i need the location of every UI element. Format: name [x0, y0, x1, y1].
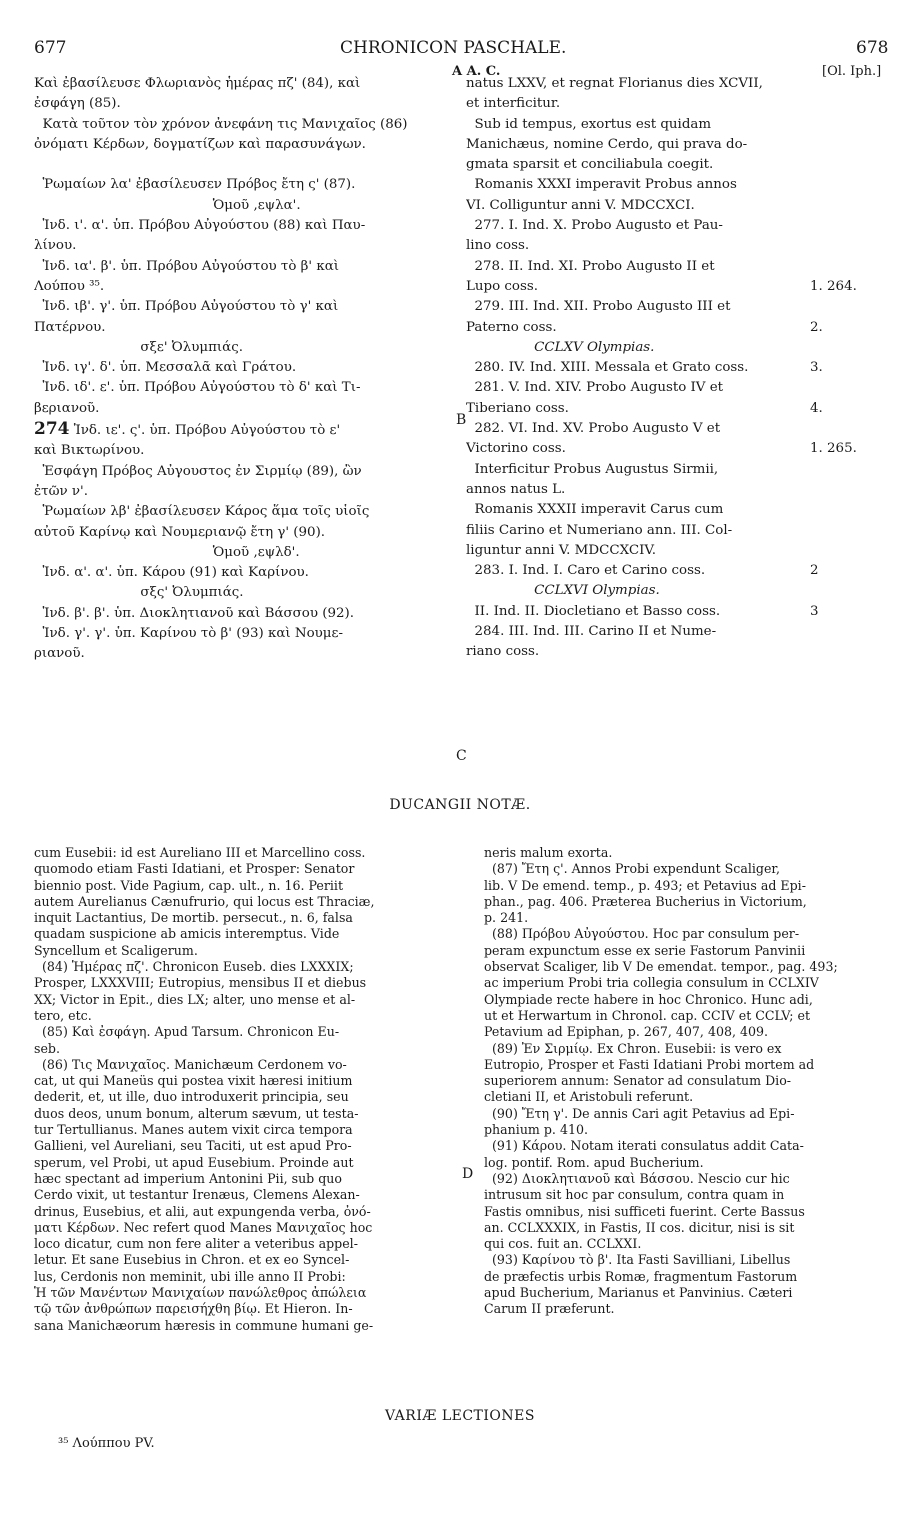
olympiad-number — [810, 196, 890, 216]
latin-line: Interficitur Probus Augustus Sirmii, — [466, 461, 719, 477]
olympiad-number — [810, 175, 890, 195]
olympiad-number — [810, 460, 890, 480]
olympiad-number: 3 — [810, 603, 819, 619]
olympiad-number — [810, 521, 890, 541]
note-line: phan., pag. 406. Præterea Bucherius in Victorium, — [484, 893, 807, 909]
note-line: sana Manichæorum hæresis in commune humani ge- — [34, 1317, 374, 1333]
latin-line: et interficitur. — [466, 96, 561, 112]
latin-line: Lupo coss. — [466, 278, 538, 294]
note-line: (84) Ἡμέρας πζ'. Chronicon Euseb. dies LXXXIX; — [34, 959, 354, 975]
note-line: tur Tertullianus. Manes autem vixit circa tempora — [34, 1122, 353, 1138]
latin-line: VI. Colliguntur anni V. MDCCXCI. — [466, 197, 695, 213]
olympiad-number — [810, 338, 890, 358]
note-line: (93) Καρίνου τὸ β'. Ita Fasti Savilliani, Libellus — [484, 1252, 791, 1268]
note-line: apud Bucherium, Marianus et Panvinius. Cæteri — [484, 1285, 793, 1301]
greek-line: βεριανοῦ. — [34, 400, 100, 416]
olympiad-number: 1. 264. — [810, 278, 857, 294]
note-line: seb. — [34, 1040, 60, 1056]
greek-line — [34, 155, 456, 175]
latin-text-column — [466, 74, 804, 663]
note-line: lib. V De emend. temp., p. 493; et Petavius ad Epi- — [484, 877, 806, 893]
greek-line: Λούπου ³⁵. — [34, 278, 105, 294]
greek-line: Καὶ ἐβασίλευσε Φλωριανὸς ἡμέρας πζ' (84), καὶ — [34, 76, 361, 91]
greek-line: αὐτοῦ Καρίνῳ καὶ Νουμεριανῷ ἔτη γ' (90). — [34, 524, 326, 540]
note-line: loco dicatur, cum non fere aliter a veteribus appel- — [34, 1236, 358, 1252]
note-line: cum Eusebii: id est Aureliano III et Marcellino coss. — [34, 845, 366, 860]
olympiad-number: 4. — [810, 400, 823, 416]
olympiad-number — [810, 74, 890, 94]
note-line: (88) Πρόβου Αὐγούστου. Hoc par consulum per- — [484, 926, 800, 942]
note-line: p. 241. — [484, 910, 529, 926]
note-line: tero, etc. — [34, 1007, 92, 1023]
latin-line: annos natus L. — [466, 481, 566, 497]
olympiad-number: 1. 265. — [810, 441, 857, 457]
note-line: qui cos. fuit an. CCLXXI. — [484, 1236, 642, 1252]
footnote: ³⁵ Λούππου PV. — [58, 1436, 155, 1451]
olympiad-number — [810, 94, 890, 114]
olympiad-number — [810, 257, 890, 277]
latin-line: 281. V. Ind. XIV. Probo Augusto IV et — [466, 380, 724, 396]
greek-line: Ἰνδ. β'. β'. ὑπ. Διοκλητιανοῦ καὶ Βάσσου (92). — [34, 605, 354, 621]
greek-line: Πατέρνου. — [34, 319, 106, 335]
greek-line: λίνου. — [34, 238, 77, 254]
greek-line: Ἰνδ. ι'. α'. ὑπ. Πρόβου Αὐγούστου (88) καὶ Παυ- — [34, 218, 366, 234]
note-line: cletiani II, et Aristobuli referunt. — [484, 1089, 694, 1105]
latin-line: Sub id tempus, exortus est quidam — [466, 116, 712, 132]
olympiad-number — [810, 480, 890, 500]
note-line: (92) Διοκλητιανοῦ καὶ Βάσσου. Nescio cur hic — [484, 1170, 790, 1186]
note-line: superiorem annum: Senator ad consulatum Dio- — [484, 1073, 792, 1089]
latin-line: Romanis XXXI imperavit Probus annos — [466, 177, 737, 193]
page-number-right: 678 — [856, 38, 889, 58]
greek-line: σξε' Ὀλυμπιάς. — [34, 339, 243, 355]
latin-line: 282. VI. Ind. XV. Probo Augusto V et — [466, 421, 721, 437]
note-line: cat, ut qui Maneüs qui postea vixit hæresi initium — [34, 1073, 353, 1089]
latin-line: II. Ind. II. Diocletiano et Basso coss. — [466, 603, 721, 619]
note-line: neris malum exorta. — [484, 845, 613, 860]
latin-line: Romanis XXXII imperavit Carus cum — [466, 502, 724, 518]
olympiad-number: 2 — [810, 563, 819, 579]
latin-line: Paterno coss. — [466, 319, 557, 335]
year-number: 274 — [34, 419, 70, 440]
note-line: biennio post. Vide Pagium, cap. ult., n. 16. Periit — [34, 877, 344, 893]
olympiad-number — [810, 622, 890, 642]
greek-line: καὶ Βικτωρίνου. — [34, 443, 145, 459]
note-line: (86) Τις Μανιχαῖος. Manichæum Cerdonem vo- — [34, 1056, 347, 1072]
latin-line: Victorino coss. — [466, 441, 566, 457]
greek-line: Ἐσφάγη Πρόβος Αὐγουστος ἐν Σιρμίῳ (89), ὢν — [34, 463, 362, 479]
note-line: intrusum sit hoc par consulum, contra quam in — [484, 1187, 785, 1203]
olympiad-number — [810, 541, 890, 561]
note-line: observat Scaliger, lib V De emendat. tempor., pag. 493; — [484, 959, 838, 975]
note-line: Olympiade recte habere in hoc Chronico. Hunc adi, — [484, 991, 813, 1007]
note-line: ματι Κέρδων. Nec refert quod Manes Μανιχαῖος hoc — [34, 1219, 373, 1235]
olympiad-number: 3. — [810, 360, 823, 376]
latin-line: 280. IV. Ind. XIII. Messala et Grato coss. — [466, 360, 749, 376]
greek-line: 274 Ἰνδ. ιε'. ς'. ὑπ. Πρόβου Αὐγούστου τὸ ε' — [34, 419, 341, 440]
notes-right-column — [484, 845, 882, 1318]
note-line: (85) Καὶ ἐσφάγη. Apud Tarsum. Chronicon Eu- — [34, 1024, 340, 1040]
greek-line: Κατὰ τοῦτον τὸν χρόνον ἀνεφάνη τις Μανιχαῖος (86) — [34, 116, 408, 132]
note-line: Ἡ τῶν Μανέντων Μανιχαίων πανώλεθρος ἀπώλεια — [34, 1285, 367, 1301]
olympiad-numbers-column — [810, 74, 890, 663]
note-line: drinus, Eusebius, et alii, aut expungenda verba, ὀνό- — [34, 1203, 371, 1219]
note-line: hæc spectant ad imperium Antonini Pii, sub quo — [34, 1170, 342, 1186]
note-line: sperum, vel Probi, ut apud Eusebium. Proinde aut — [34, 1154, 354, 1170]
greek-line: ριανοῦ. — [34, 646, 85, 662]
olympiad-number — [810, 115, 890, 135]
era-left: A A. C. — [452, 64, 501, 79]
latin-line: 283. I. Ind. I. Caro et Carino coss. — [466, 563, 706, 579]
note-line: log. pontif. Rom. apud Bucherium. — [484, 1154, 704, 1170]
note-line: quomodo etiam Fasti Idatiani, et Prosper: Senator — [34, 861, 355, 877]
greek-line: Ῥωμαίων λα' ἐβασίλευσεν Πρόβος ἔτη ς' (87). — [34, 177, 356, 193]
note-line: Cerdo vixit, ut testantur Irenæus, Clemens Alexan- — [34, 1187, 360, 1203]
variae-lectiones-heading: VARIÆ LECTIONES — [385, 1408, 535, 1424]
latin-line: liguntur anni V. MDCCXCIV. — [466, 542, 657, 558]
olympiad-number — [810, 500, 890, 520]
greek-line: Ἰνδ. α'. α'. ὑπ. Κάρου (91) καὶ Καρίνου. — [34, 565, 309, 581]
olympiad-number — [810, 155, 890, 175]
note-line: de præfectis urbis Romæ, fragmentum Fastorum — [484, 1268, 798, 1284]
greek-line: Ἰνδ. ια'. β'. ὑπ. Πρόβου Αὐγούστου τὸ β' καὶ — [34, 258, 339, 274]
page-number-left: 677 — [34, 38, 67, 58]
note-line: Prosper, LXXXVIII; Eutropius, mensibus II et diebus — [34, 975, 367, 991]
page-title: CHRONICON PASCHALE. — [340, 38, 567, 58]
note-line: (87) Ἔτη ς'. Annos Probi expendunt Scaliger, — [484, 861, 781, 877]
greek-line: Ὁμοῦ ,εψλδ'. — [34, 544, 300, 560]
era-right: [Ol. Iph.] — [822, 64, 882, 79]
note-line: inquit Lactantius, De mortib. persecut., n. 6, falsa — [34, 910, 353, 926]
olympiad-number — [810, 236, 890, 256]
note-line: Fastis omnibus, nisi sufficeti fuerint. Certe Bassus — [484, 1203, 805, 1219]
latin-line: filiis Carino et Numeriano ann. III. Col- — [466, 522, 733, 538]
margin-letter-b: B — [456, 412, 467, 428]
note-line: (90) Ἔτη γ'. De annis Cari agit Petavius ad Epi- — [484, 1105, 795, 1121]
olympiad-number — [810, 378, 890, 398]
latin-line: Tiberiano coss. — [466, 400, 569, 416]
latin-line: 284. III. Ind. III. Carino II et Nume- — [466, 624, 717, 640]
note-line: (89) Ἐν Σιρμίῳ. Ex Chron. Eusebii: is vero ex — [484, 1040, 782, 1056]
margin-letter-c: C — [456, 748, 467, 764]
olympiad-number — [810, 216, 890, 236]
latin-line: 278. II. Ind. XI. Probo Augusto II et — [466, 258, 715, 274]
latin-line: Manichæus, nomine Cerdo, qui prava do- — [466, 136, 748, 152]
olympiad-number — [810, 581, 890, 601]
greek-line: ὀνόματι Κέρδων, δογματίζων καὶ παρασυνάγων. — [34, 136, 366, 152]
latin-line: 279. III. Ind. XII. Probo Augusto III et — [466, 299, 731, 315]
margin-letter-d: D — [462, 1166, 474, 1182]
greek-line: Ἰνδ. γ'. γ'. ὑπ. Καρίνου τὸ β' (93) καὶ Νουμε- — [34, 626, 343, 642]
note-line: Gallieni, vel Aureliani, seu Taciti, ut est apud Pro- — [34, 1138, 352, 1154]
note-line: ac imperium Probi tria collegia consulum in CCLXIV — [484, 975, 819, 991]
latin-line: CCLXVI Olympias. — [466, 583, 660, 599]
note-line: (91) Κάρου. Notam iterati consulatus addit Cata- — [484, 1138, 804, 1154]
note-line: lus, Cerdonis non meminit, ubi ille anno II Probi: — [34, 1268, 346, 1284]
note-line: letur. Et sane Eusebius in Chron. et ex eo Syncel- — [34, 1252, 350, 1268]
greek-line: Ἰνδ. ιδ'. ε'. ὑπ. Πρόβου Αὐγούστου τὸ δ' καὶ Τι- — [34, 380, 361, 396]
note-line: XX; Victor in Epit., dies LX; alter, uno mense et al- — [34, 991, 356, 1007]
note-line: dederit, et, ut ille, duo introduxerit principia, seu — [34, 1089, 349, 1105]
greek-line: Ἰνδ. ιγ'. δ'. ὑπ. Μεσσαλᾶ καὶ Γράτου. — [34, 360, 297, 376]
greek-line: ἐτῶν ν'. — [34, 483, 88, 499]
note-line: Carum II præferunt. — [484, 1301, 615, 1317]
note-line: ut et Herwartum in Chronol. cap. CCIV et CCLV; et — [484, 1007, 811, 1023]
note-line: duos deos, unum bonum, alterum sævum, ut testa- — [34, 1105, 359, 1121]
note-line: Petavium ad Epiphan, p. 267, 407, 408, 409. — [484, 1024, 769, 1040]
greek-line: σξς' Ὀλυμπιάς. — [34, 585, 244, 601]
note-line: peram expunctum esse ex serie Fastorum Panvinii — [484, 942, 806, 958]
latin-line: lino coss. — [466, 238, 530, 254]
notes-heading: DUCANGII NOTÆ. — [389, 797, 531, 813]
latin-line: CCLXV Olympias. — [466, 339, 655, 355]
greek-line: Ῥωμαίων λβ' ἐβασίλευσεν Κάρος ἅμα τοῖς υἱοῖς — [34, 504, 370, 520]
olympiad-number — [810, 419, 890, 439]
note-line: quadam suspicione ab amicis interemptus. Vide — [34, 926, 340, 942]
greek-line: Ὁμοῦ ,εψλα'. — [34, 197, 301, 213]
olympiad-number — [810, 297, 890, 317]
running-header — [0, 38, 920, 62]
greek-line: Ἰνδ. ιβ'. γ'. ὑπ. Πρόβου Αὐγούστου τὸ γ' καὶ — [34, 299, 339, 315]
latin-line: riano coss. — [466, 644, 540, 660]
greek-line: ἐσφάγη (85). — [34, 96, 121, 112]
olympiad-number: 2. — [810, 319, 823, 335]
greek-text-column — [34, 74, 456, 665]
olympiad-number — [810, 642, 890, 662]
latin-line: 277. I. Ind. X. Probo Augusto et Pau- — [466, 218, 723, 234]
note-line: autem Aurelianus Cænufrurio, qui locus est Thraciæ, — [34, 893, 375, 909]
latin-line: gmata sparsit et conciliabula coegit. — [466, 157, 714, 173]
note-line: τῷ τῶν ἀνθρώπων παρεισήχθη βίῳ. Et Hieron. In- — [34, 1301, 353, 1317]
note-line: an. CCLXXXIX, in Fastis, II cos. dicitur, nisi is sit — [484, 1219, 795, 1235]
latin-line: natus LXXV, et regnat Florianus dies XCVII, — [466, 76, 763, 91]
olympiad-number — [810, 135, 890, 155]
notes-left-column — [34, 845, 452, 1334]
note-line: phanium p. 410. — [484, 1122, 588, 1138]
note-line: Eutropio, Prosper et Fasti Idatiani Probi mortem ad — [484, 1056, 815, 1072]
note-line: Syncellum et Scaligerum. — [34, 942, 198, 958]
